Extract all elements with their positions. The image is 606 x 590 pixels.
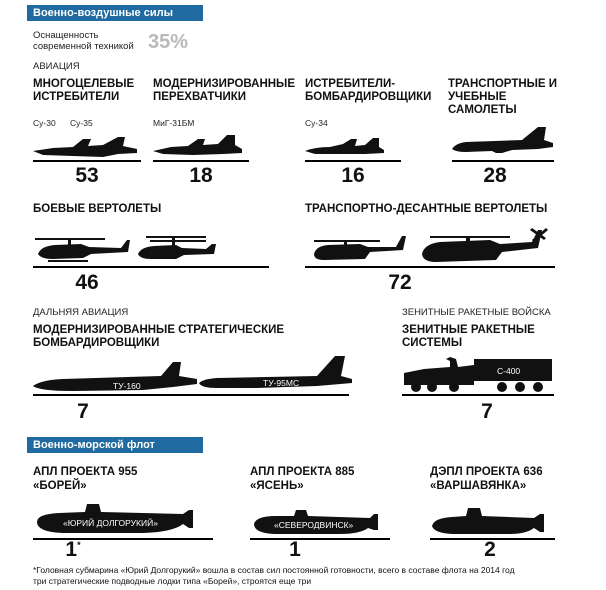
- varshavyanka-title-line2: «ВАРШАВЯНКА»: [430, 480, 527, 492]
- sam-systems-count: 7: [481, 400, 493, 423]
- strategic-bombers-count: 7: [77, 400, 89, 423]
- transport-plane-icon: [452, 125, 554, 159]
- strategic-bomber-icon: [33, 360, 198, 394]
- interceptor-jet-icon: [153, 133, 243, 159]
- borei-title-line2: «БОРЕЙ»: [33, 480, 87, 492]
- borei-count: [33, 538, 113, 562]
- interceptors-title: МОДЕРНИЗИРОВАННЫЕ ПЕРЕХВАТЧИКИ: [153, 78, 295, 103]
- bomber-label-tu160: ТУ-160: [113, 381, 141, 391]
- air-force-header: Военно-воздушные силы: [27, 5, 203, 21]
- transport-helicopters-title: ТРАНСПОРТНО-ДЕСАНТНЫЕ ВЕРТОЛЕТЫ: [305, 203, 548, 215]
- submarine-icon: [430, 500, 555, 538]
- fighter-bombers-title: ИСТРЕБИТЕЛИ-БОМБАРДИРОВЩИКИ: [305, 78, 432, 103]
- long-range-label: ДАЛЬНЯЯ АВИАЦИЯ: [33, 307, 129, 318]
- submarine-icon: [250, 506, 390, 538]
- fighter-bomber-jet-icon: [305, 135, 385, 159]
- bomber-label-tu95ms: ТУ-95МС: [263, 378, 300, 388]
- yasen-count: 1: [289, 538, 301, 561]
- baseline: [305, 160, 401, 162]
- aviation-label: АВИАЦИЯ: [33, 61, 80, 72]
- sam-systems-title: ЗЕНИТНЫЕ РАКЕТНЫЕ СИСТЕМЫ: [402, 324, 535, 349]
- combat-helicopter-icon: [136, 232, 218, 264]
- fighter-jet-icon: [33, 135, 138, 159]
- air-defense-label: ЗЕНИТНЫЕ РАКЕТНЫЕ ВОЙСКА: [402, 307, 551, 318]
- equipment-label: Оснащенность современной техникой: [33, 30, 134, 52]
- multirole-count: 53: [75, 164, 99, 187]
- baseline: [452, 160, 554, 162]
- navy-header: Военно-морской флот: [27, 437, 203, 453]
- transport-helicopters-count: 72: [388, 271, 412, 294]
- multirole-title: МНОГОЦЕЛЕВЫЕ ИСТРЕБИТЕЛИ: [33, 78, 135, 103]
- footnote-mark: *: [77, 540, 81, 550]
- borei-count-value: 1: [65, 538, 78, 561]
- model-su35: Су-35: [70, 118, 93, 128]
- transport-title: ТРАНСПОРТНЫЕ И УЧЕБНЫЕ САМОЛЕТЫ: [448, 78, 558, 116]
- baseline: [402, 394, 554, 396]
- strategic-bomber-icon: [197, 353, 353, 393]
- baseline: [305, 266, 555, 268]
- baseline: [33, 266, 269, 268]
- varshavyanka-title-line1: ДЭПЛ ПРОЕКТА 636: [430, 466, 543, 478]
- equipment-percent: 35%: [148, 31, 189, 53]
- sam-label-s400: С-400: [497, 366, 521, 376]
- model-su34: Су-34: [305, 118, 328, 128]
- yasen-title-line1: АПЛ ПРОЕКТА 885: [250, 466, 355, 478]
- sub-label-severodvinsk: «СЕВЕРОДВИНСК»: [274, 520, 354, 530]
- varshavyanka-count: 2: [484, 538, 496, 561]
- sub-label-yury-dolgoruky: «ЮРИЙ ДОЛГОРУКИЙ»: [63, 518, 158, 528]
- model-mig31bm: МиГ-31БМ: [153, 118, 195, 128]
- model-su30: Су-30: [33, 118, 56, 128]
- sam-launcher-icon: [402, 355, 554, 393]
- transport-count: 28: [483, 164, 507, 187]
- transport-helicopter-icon: [420, 222, 552, 266]
- footnote-line2: три стратегические подводные лодки типа «Борей», строятся еще три: [33, 576, 312, 586]
- combat-helicopter-icon: [33, 232, 133, 264]
- transport-helicopter-icon: [310, 232, 410, 264]
- baseline: [33, 160, 141, 162]
- footnote-line1: *Головная субмарина «Юрий Долгорукий» вошла в состав сил постоянной готовности, всего в составе флота на 2014 год: [33, 565, 515, 575]
- combat-helicopters-count: 46: [75, 271, 99, 294]
- submarine-icon: [33, 498, 208, 538]
- strategic-bombers-title: МОДЕРНИЗИРОВАННЫЕ СТРАТЕГИЧЕСКИЕ БОМБАРДИРОВЩИКИ: [33, 324, 285, 349]
- baseline: [153, 160, 249, 162]
- interceptors-count: 18: [189, 164, 213, 187]
- baseline: [33, 394, 349, 396]
- fighter-bombers-count: 16: [341, 164, 365, 187]
- borei-title-line1: АПЛ ПРОЕКТА 955: [33, 466, 138, 478]
- combat-helicopters-title: БОЕВЫЕ ВЕРТОЛЕТЫ: [33, 203, 162, 215]
- yasen-title-line2: «ЯСЕНЬ»: [250, 480, 304, 492]
